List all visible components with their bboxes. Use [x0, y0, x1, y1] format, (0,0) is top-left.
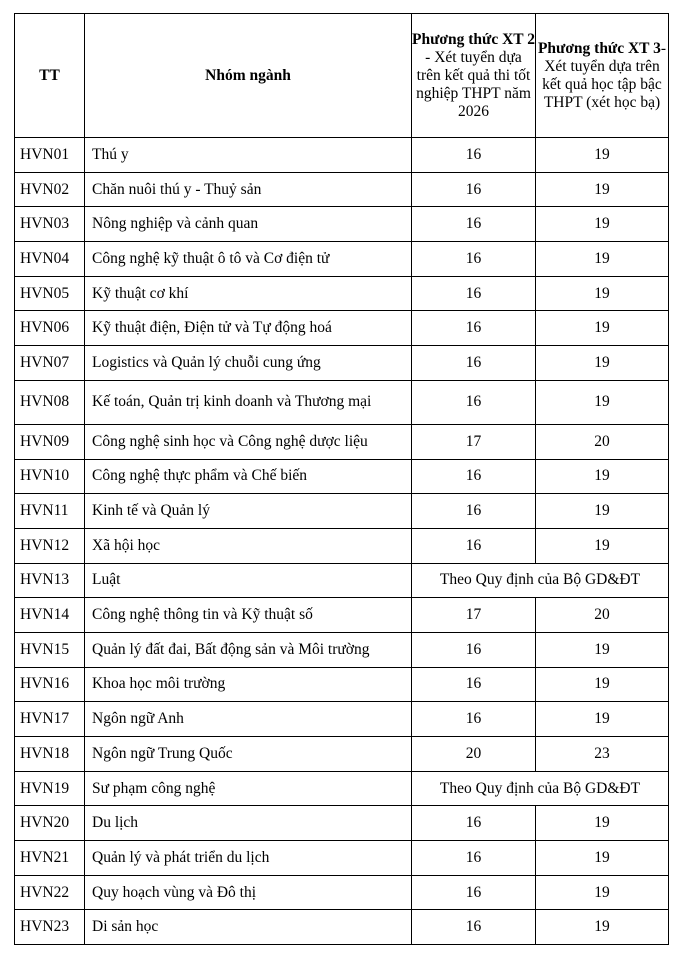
cell-score-xt2: 16 [412, 276, 536, 311]
cell-score-xt3: 19 [536, 841, 669, 876]
table-row [15, 276, 669, 311]
cell-code: HVN20 [15, 806, 85, 841]
table-body [15, 138, 669, 945]
cell-code: HVN12 [15, 528, 85, 563]
cell-score-xt2: 16 [412, 667, 536, 702]
table-row [15, 459, 669, 494]
cell-major-group: Nông nghiệp và cảnh quan [85, 207, 412, 242]
cell-score-xt3: 23 [536, 737, 669, 772]
cell-score-xt2: 16 [412, 632, 536, 667]
cell-major-group: Ngôn ngữ Trung Quốc [85, 737, 412, 772]
cell-score-xt3: 19 [536, 494, 669, 529]
cell-code: HVN22 [15, 875, 85, 910]
cell-score-xt3: 19 [536, 528, 669, 563]
cell-score-xt3: 19 [536, 459, 669, 494]
cell-score-xt2: 16 [412, 702, 536, 737]
cell-code: HVN13 [15, 563, 85, 598]
cell-score-xt2: 16 [412, 242, 536, 277]
table-row [15, 841, 669, 876]
cell-major-group: Logistics và Quản lý chuỗi cung ứng [85, 346, 412, 381]
cell-code: HVN04 [15, 242, 85, 277]
table-row [15, 242, 669, 277]
cell-score-xt2: 17 [412, 424, 536, 459]
table-row [15, 380, 669, 424]
cell-major-group: Du lịch [85, 806, 412, 841]
table-row [15, 667, 669, 702]
cell-score-xt3: 19 [536, 311, 669, 346]
cell-score-xt2: 16 [412, 910, 536, 945]
cell-score-xt2: 16 [412, 459, 536, 494]
cell-code: HVN05 [15, 276, 85, 311]
cell-score-xt2: 16 [412, 207, 536, 242]
cell-score-xt3: 19 [536, 910, 669, 945]
cell-code: HVN01 [15, 138, 85, 173]
cell-code: HVN09 [15, 424, 85, 459]
table-row [15, 632, 669, 667]
cell-code: HVN02 [15, 172, 85, 207]
cell-code: HVN08 [15, 380, 85, 424]
cell-score-xt2: 20 [412, 737, 536, 772]
table-row [15, 172, 669, 207]
table-row [15, 806, 669, 841]
cell-major-group: Kinh tế và Quản lý [85, 494, 412, 529]
cell-major-group: Kỹ thuật điện, Điện tử và Tự động hoá [85, 311, 412, 346]
table-row [15, 494, 669, 529]
table-row [15, 910, 669, 945]
header-xt3-title: Phương thức XT 3 [537, 39, 661, 57]
cell-score-xt2: 16 [412, 806, 536, 841]
table-row [15, 771, 669, 806]
cell-score-xt3: 19 [536, 702, 669, 737]
cell-score-xt3: 19 [536, 172, 669, 207]
cell-code: HVN18 [15, 737, 85, 772]
cell-score-xt2: 16 [412, 311, 536, 346]
cell-score-xt2: 16 [412, 380, 536, 424]
admission-score-table [14, 13, 669, 945]
table-row [15, 875, 669, 910]
cell-major-group: Quy hoạch vùng và Đô thị [85, 875, 412, 910]
table-row [15, 598, 669, 633]
cell-major-group: Công nghệ sinh học và Công nghệ dược liệu [85, 424, 412, 459]
header-xt3-description: -Xét tuyển dựa trên kết quả học tập bậc THPT (xét học bạ) [542, 39, 667, 111]
cell-score-xt2: 17 [412, 598, 536, 633]
cell-code: HVN14 [15, 598, 85, 633]
cell-major-group: Luật [85, 563, 412, 598]
cell-score-xt3: 19 [536, 632, 669, 667]
cell-major-group: Chăn nuôi thú y - Thuỷ sản [85, 172, 412, 207]
header-method-xt2 [412, 14, 536, 138]
cell-major-group: Khoa học môi trường [85, 667, 412, 702]
cell-score-xt3: 19 [536, 276, 669, 311]
cell-code: HVN03 [15, 207, 85, 242]
table-row [15, 311, 669, 346]
cell-code: HVN15 [15, 632, 85, 667]
cell-major-group: Kế toán, Quản trị kinh doanh và Thương mại [85, 380, 412, 424]
header-tt: TT [15, 14, 85, 138]
cell-score-xt2: 16 [412, 346, 536, 381]
cell-score-xt2: 16 [412, 875, 536, 910]
table-row [15, 207, 669, 242]
table-row [15, 138, 669, 173]
cell-code: HVN11 [15, 494, 85, 529]
cell-score-xt2: 16 [412, 138, 536, 173]
cell-major-group: Quản lý và phát triển du lịch [85, 841, 412, 876]
cell-code: HVN07 [15, 346, 85, 381]
cell-score-xt3: 19 [536, 806, 669, 841]
cell-major-group: Công nghệ thực phẩm và Chế biến [85, 459, 412, 494]
table-row [15, 424, 669, 459]
cell-major-group: Kỹ thuật cơ khí [85, 276, 412, 311]
cell-code: HVN10 [15, 459, 85, 494]
cell-score-xt3: 19 [536, 207, 669, 242]
cell-major-group: Thú y [85, 138, 412, 173]
table-row [15, 528, 669, 563]
cell-major-group: Quản lý đất đai, Bất động sản và Môi trường [85, 632, 412, 667]
cell-score-xt2: 16 [412, 172, 536, 207]
cell-score-xt3: 19 [536, 667, 669, 702]
cell-score-xt3: 19 [536, 875, 669, 910]
cell-score-xt2: 16 [412, 528, 536, 563]
table-row [15, 563, 669, 598]
cell-code: HVN16 [15, 667, 85, 702]
cell-major-group: Di sản học [85, 910, 412, 945]
table-header-row [15, 14, 669, 138]
cell-regulation-note: Theo Quy định của Bộ GD&ĐT [412, 771, 669, 806]
cell-major-group: Xã hội học [85, 528, 412, 563]
table-row [15, 346, 669, 381]
header-xt2-title: Phương thức XT 2 [412, 30, 535, 48]
cell-major-group: Sư phạm công nghệ [85, 771, 412, 806]
cell-score-xt2: 16 [412, 494, 536, 529]
cell-major-group: Công nghệ kỹ thuật ô tô và Cơ điện tử [85, 242, 412, 277]
cell-regulation-note: Theo Quy định của Bộ GD&ĐT [412, 563, 669, 598]
cell-code: HVN17 [15, 702, 85, 737]
header-xt2-description: - Xét tuyển dựa trên kết quả thi tốt nghiệp THPT năm 2026 [416, 48, 531, 120]
cell-score-xt3: 19 [536, 380, 669, 424]
cell-major-group: Công nghệ thông tin và Kỹ thuật số [85, 598, 412, 633]
header-group: Nhóm ngành [85, 14, 412, 138]
cell-code: HVN19 [15, 771, 85, 806]
cell-major-group: Ngôn ngữ Anh [85, 702, 412, 737]
cell-score-xt3: 20 [536, 598, 669, 633]
table-row [15, 737, 669, 772]
cell-code: HVN23 [15, 910, 85, 945]
table-row [15, 702, 669, 737]
cell-score-xt3: 20 [536, 424, 669, 459]
cell-code: HVN21 [15, 841, 85, 876]
cell-code: HVN06 [15, 311, 85, 346]
cell-score-xt2: 16 [412, 841, 536, 876]
cell-score-xt3: 19 [536, 138, 669, 173]
cell-score-xt3: 19 [536, 242, 669, 277]
header-method-xt3 [536, 14, 669, 138]
cell-score-xt3: 19 [536, 346, 669, 381]
